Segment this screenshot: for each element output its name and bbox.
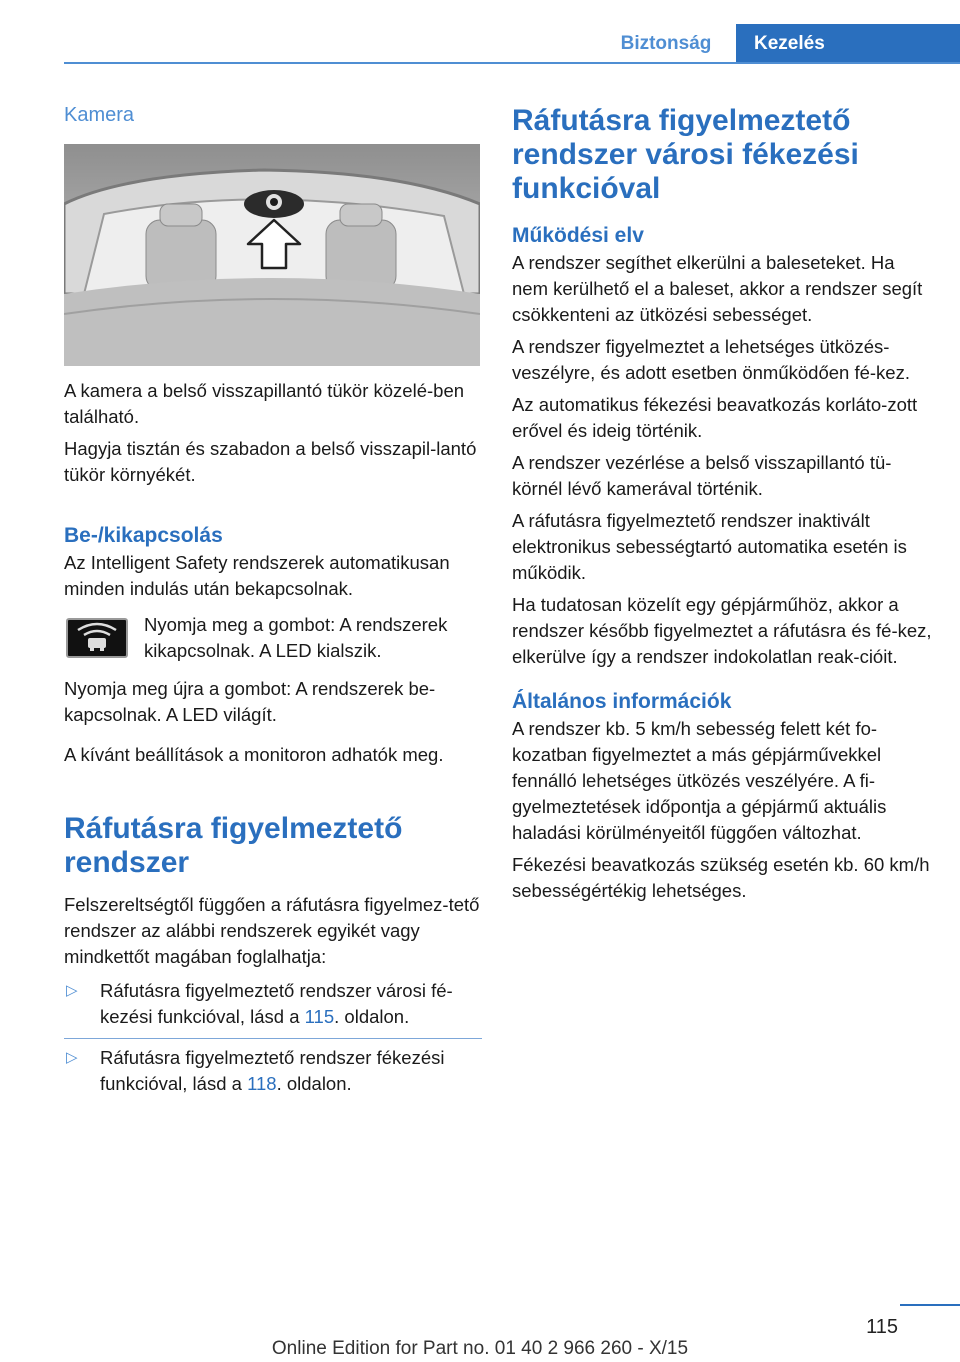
button-instruction-text: Nyomja meg a gombot: A rendszerek kikapcsolnak. A LED kialszik. xyxy=(144,614,448,661)
list-item: ▷ Ráfutásra figyelmeztető rendszer városi fé-kezési funkcióval, lásd a 115. oldalon. xyxy=(66,980,453,1027)
principle-paragraph: A rendszer segíthet elkerülni a baleseteket. Ha nem kerülhető el a baleset, akkor a rendszer segít csökkenteni az ütközési sebességet. xyxy=(512,252,923,325)
section-title-city-braking: Ráfutásra figyelmeztető rendszer városi fékezési funkcióval xyxy=(512,104,859,205)
section-title-kamera: Kamera xyxy=(64,104,135,126)
collision-warning-button-icon xyxy=(66,618,128,658)
tab-biztonsag[interactable]: Biztonság xyxy=(620,33,712,54)
list-divider xyxy=(64,1038,482,1039)
triangle-right-icon: ▷ xyxy=(66,982,78,999)
principle-paragraph: Ha tudatosan közelít egy gépjárműhöz, akkor a rendszer később figyelmeztet a ráfutásra és fé-kez, elkerülve így a rendszer indokolatlan reak-cióit. xyxy=(512,594,932,667)
kamera-paragraph-1: A kamera a belső visszapillantó tükör közelé-ben található. xyxy=(64,380,465,427)
kamera-paragraph-2: Hagyja tisztán és szabadon a belső visszapil-lantó tükör környékét. xyxy=(64,438,477,485)
edition-footer: Online Edition for Part no. 01 40 2 966 260 - X/15 xyxy=(271,1338,689,1359)
principle-paragraph: Az automatikus fékezési beavatkozás korláto-zott erővel és ideig történik. xyxy=(512,394,918,441)
section-title-general: Általános információk xyxy=(512,690,732,713)
principle-paragraph: A ráfutásra figyelmeztető rendszer inaktivált elektronikus sebességtartó automatika esetén is működik. xyxy=(512,510,907,583)
onoff-paragraph-3: A kívánt beállítások a monitoron adhatók meg. xyxy=(64,744,444,765)
onoff-paragraph-1: Az Intelligent Safety rendszerek automatikusan minden indulás után bekapcsolnak. xyxy=(64,552,450,599)
principle-paragraph: A rendszer vezérlése a belső visszapillantó tü-körnél lévő kamerával történik. xyxy=(512,452,892,499)
general-paragraph: A rendszer kb. 5 km/h sebesség felett két fo-kozatban figyelmeztet a más gépjárművekkel fennálló lehetséges ütközés veszélyére. A fi-gyelmeztetések időpontja a gépjármű aktuális haladási körülményeitől függően változhat. xyxy=(512,718,887,843)
principle-paragraph: A rendszer figyelmeztet a lehetséges ütközés-veszélyre, és adott esetben önműködően fé-kez. xyxy=(512,336,910,383)
tab-kezeles[interactable]: Kezelés xyxy=(736,24,960,64)
section-title-warning-system: Ráfutásra figyelmeztető rendszer xyxy=(64,812,403,879)
camera-illustration xyxy=(64,144,480,366)
footer-rule-accent xyxy=(900,1304,960,1306)
general-paragraph: Fékezési beavatkozás szükség esetén kb. 60 km/h sebességértékig lehetséges. xyxy=(512,854,930,901)
list-item: ▷ Ráfutásra figyelmeztető rendszer fékezési funkcióval, lásd a 118. oldalon. xyxy=(66,1047,445,1094)
section-title-principle: Működési elv xyxy=(512,224,644,247)
page-link-115[interactable]: 115 xyxy=(304,1006,335,1027)
warning-paragraph-1: Felszereltségtől függően a ráfutásra figyelmez-tető rendszer az alábbi rendszerek egyikét vagy mindkettőt magában foglalhatja: xyxy=(64,894,480,967)
onoff-paragraph-2: Nyomja meg újra a gombot: A rendszerek be-kapcsolnak. A LED világít. xyxy=(64,678,436,725)
button-instruction xyxy=(64,612,482,672)
section-title-onoff: Be-/kikapcsolás xyxy=(64,524,223,547)
page-link-118[interactable]: 118 xyxy=(247,1073,277,1094)
triangle-right-icon: ▷ xyxy=(66,1049,78,1066)
header-rule xyxy=(64,62,960,64)
page-number: 115 xyxy=(866,1316,898,1338)
